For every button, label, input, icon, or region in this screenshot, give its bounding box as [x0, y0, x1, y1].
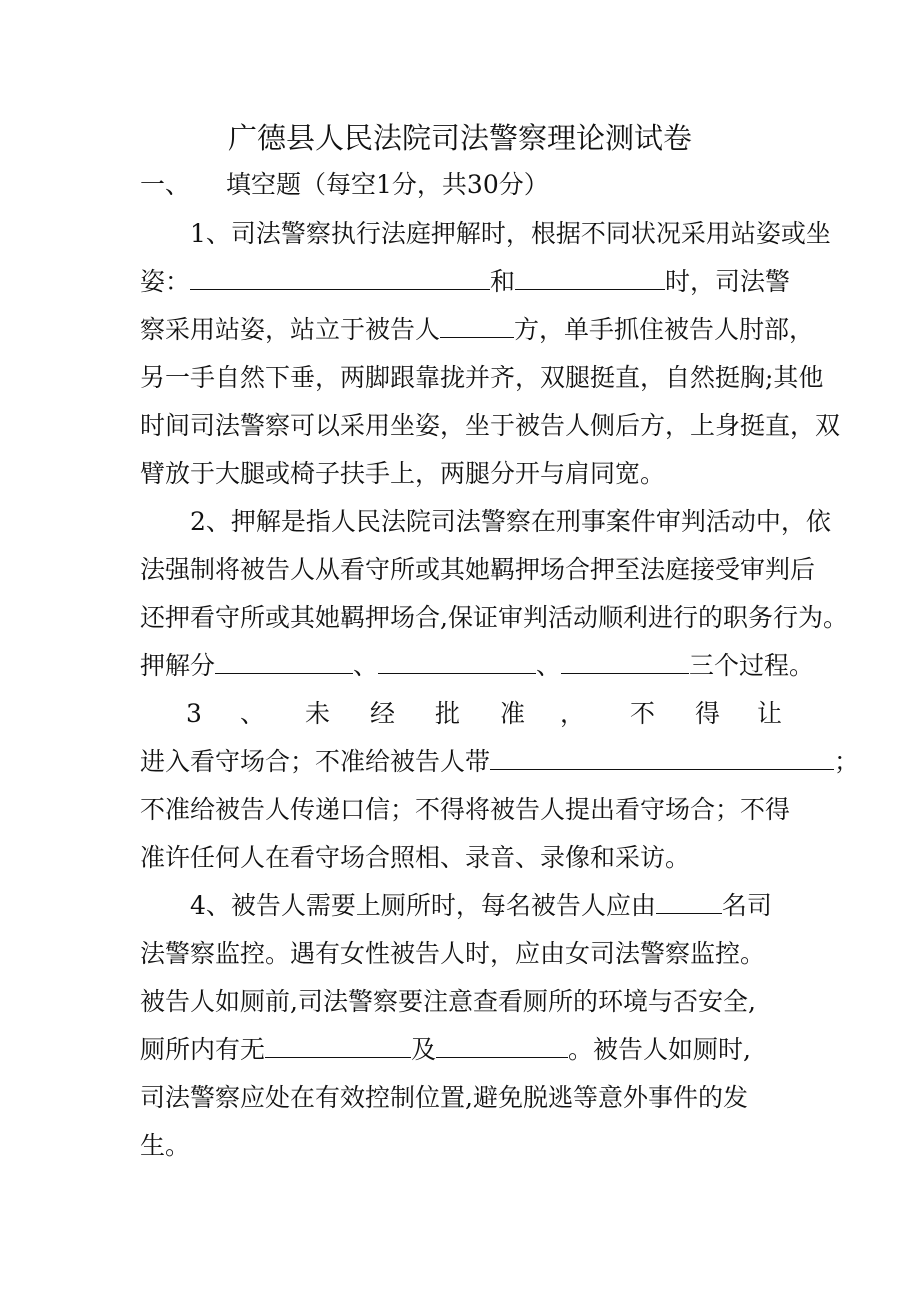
q1-line-2: [140, 265, 790, 299]
q1-line-4: 另一手自然下垂，两脚跟靠拢并齐，双腿挺直，自然挺胸;其他: [140, 363, 824, 392]
q2-text: 三个过程。: [689, 651, 815, 680]
q3-text: ；: [834, 747, 860, 776]
q4-text: 。被告人如厕时,: [568, 1035, 751, 1064]
q1-line-5: 时间司法警察可以采用坐姿，坐于被告人侧后方，上身挺直，双: [140, 411, 841, 440]
answer-blank: [561, 649, 689, 674]
q3-char: 、: [240, 699, 266, 728]
q3-line-2: [140, 745, 859, 779]
q1-text: 姿：: [140, 267, 191, 296]
q1-line-3: [140, 313, 814, 347]
answer-blank: [656, 889, 722, 914]
q1-text: 时，司法警: [665, 267, 791, 296]
q3-char: 经: [370, 699, 396, 728]
answer-blank: [265, 1033, 411, 1058]
q2-line-1: 2、押解是指人民法院司法警察在刑事案件审判活动中，依: [190, 507, 831, 536]
answer-blank: [490, 745, 834, 770]
section-heading-text: 填空题（每空1分，共30分）: [226, 170, 549, 199]
q3-text: 进入看守场合；不准给被告人带: [140, 747, 491, 776]
q4-line-2: 法警察监控。遇有女性被告人时，应由女司法警察监控。: [140, 939, 766, 968]
section-heading: [140, 168, 549, 202]
q4-line-3: 被告人如厕前,司法警察要注意查看厕所的环境与否安全,: [140, 987, 756, 1016]
document-title: 广德县人民法院司法警察理论测试卷: [227, 121, 692, 155]
q2-text: 、: [353, 651, 379, 680]
answer-blank: [190, 265, 490, 290]
q3-line-4: 准许任何人在看守场合照相、录音、录像和采访。: [140, 843, 691, 872]
q3-char: 不: [630, 699, 656, 728]
q2-line-2: 法强制将被告人从看守所或其她羁押场合押至法庭接受审判后: [140, 555, 816, 584]
q1-text: 和: [490, 267, 516, 296]
q2-text: 、: [536, 651, 562, 680]
q3-char: ，: [560, 699, 586, 728]
q3-char: 未: [305, 699, 331, 728]
q3-char: 批: [435, 699, 461, 728]
answer-blank: [440, 313, 514, 338]
answer-blank: [436, 1033, 568, 1058]
q1-line-6: 臂放于大腿或椅子扶手上，两腿分开与肩同宽。: [140, 459, 666, 488]
q4-line-1: [190, 889, 772, 923]
answer-blank: [515, 265, 665, 290]
q4-text: 4、被告人需要上厕所时，每名被告人应由: [190, 891, 656, 920]
q4-line-4: [140, 1033, 751, 1067]
q4-line-6: 生。: [140, 1131, 191, 1160]
q4-line-5: 司法警察应处在有效控制位置,避免脱逃等意外事件的发: [140, 1083, 748, 1112]
q3-char: 准: [500, 699, 526, 728]
q1-line-1: 1、司法警察执行法庭押解时，根据不同状况采用站姿或坐: [190, 219, 831, 248]
q4-text: 名司: [721, 891, 772, 920]
q1-text: 察采用站姿，站立于被告人: [140, 315, 441, 344]
q3-char: 3: [186, 699, 202, 728]
q3-char: 得: [695, 699, 721, 728]
q4-text: 厕所内有无: [140, 1035, 266, 1064]
q2-line-4: [140, 649, 814, 683]
q3-line-3: 不准给被告人传递口信；不得将被告人提出看守场合；不得: [140, 795, 791, 824]
q4-text: 及: [411, 1035, 437, 1064]
q1-text: 方，单手抓住被告人肘部，: [514, 315, 815, 344]
q2-text: 押解分: [140, 651, 216, 680]
section-number: 一、: [140, 170, 191, 199]
q2-line-3: 还押看守所或其她羁押场合,保证审判活动顺利进行的职务行为。: [140, 603, 848, 632]
answer-blank: [378, 649, 536, 674]
answer-blank: [215, 649, 353, 674]
q3-char: 让: [757, 699, 783, 728]
